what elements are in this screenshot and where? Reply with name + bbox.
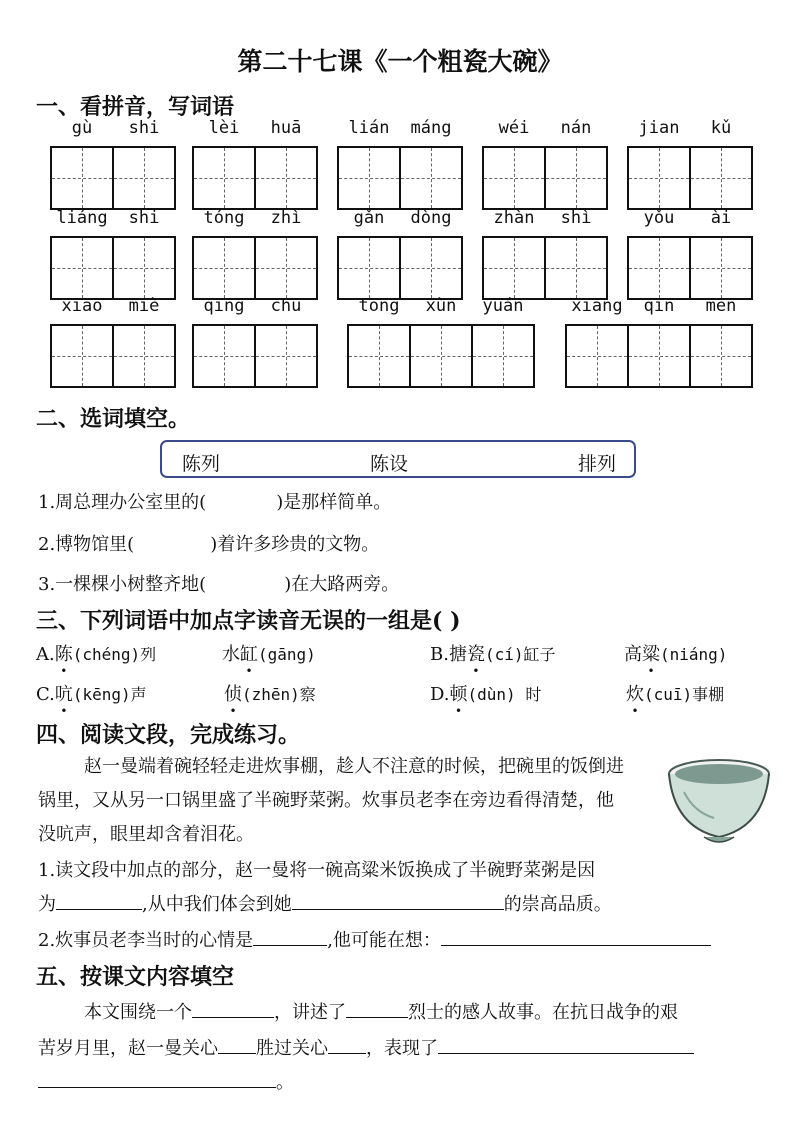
word-option-2: 陈设 <box>370 453 409 475</box>
word-option-3: 排列 <box>578 453 617 475</box>
pinyin-label: gǎn <box>353 208 385 228</box>
reading-line-1: 赵一曼端着碗轻轻走进炊事棚，趁人不注意的时候，把碗里的饭倒进 <box>84 756 624 777</box>
section-5-heading: 五、按课文内容填空 <box>36 964 235 990</box>
writing-cell[interactable] <box>254 324 318 388</box>
writing-cell[interactable] <box>254 146 318 210</box>
pinyin-label: nán <box>560 118 592 138</box>
pinyin-label: chu <box>270 296 302 316</box>
word-option-1: 陈列 <box>182 453 221 475</box>
writing-cell[interactable] <box>254 236 318 300</box>
writing-cell[interactable] <box>50 236 114 300</box>
writing-cell[interactable] <box>482 236 546 300</box>
writing-cell[interactable] <box>337 236 401 300</box>
fill-question-3: 3.一棵棵小树整齐地( )在大路两旁。 <box>38 574 400 595</box>
writing-cell[interactable] <box>347 324 411 388</box>
writing-cell[interactable] <box>627 324 691 388</box>
pinyin-label: yǒu <box>643 208 675 228</box>
pinyin-label: tōng <box>358 296 400 316</box>
writing-cell[interactable] <box>112 236 176 300</box>
writing-cell[interactable] <box>112 146 176 210</box>
writing-cell[interactable] <box>689 146 753 210</box>
writing-cell[interactable] <box>565 324 629 388</box>
pinyin-label: shi <box>128 208 160 228</box>
choice-c-2: 侦(zhēn)察 <box>224 684 316 705</box>
pinyin-label: dòng <box>410 208 452 228</box>
summary-line-1: 本文围绕一个 ，讲述了 烈士的感人故事。在抗日战争的艰 <box>84 998 678 1024</box>
fill-question-1: 1.周总理办公室里的( )是那样简单。 <box>38 492 392 513</box>
section-2-heading: 二、选词填空。 <box>36 406 191 432</box>
pinyin-label: miè <box>128 296 160 316</box>
fill-question-2: 2.博物馆里( )着许多珍贵的文物。 <box>38 534 380 555</box>
choice-b-2: 高粱(niáng) <box>624 644 728 665</box>
writing-cell[interactable] <box>544 236 608 300</box>
pinyin-label: tóng <box>203 208 245 228</box>
writing-cell[interactable] <box>627 146 691 210</box>
writing-cell[interactable] <box>471 324 535 388</box>
writing-cell[interactable] <box>337 146 401 210</box>
section-4-heading: 四、阅读文段，完成练习。 <box>36 722 301 748</box>
pinyin-label: qīng <box>203 296 245 316</box>
writing-cell[interactable] <box>192 324 256 388</box>
writing-cell[interactable] <box>409 324 473 388</box>
reading-question-2: 2.炊事员老李当时的心情是 ,他可能在想： <box>38 926 711 952</box>
section-3-heading: 三、下列词语中加点字读音无误的一组是( ) <box>36 608 461 634</box>
reading-question-1-line2: 为 ,从中我们体会到她 的崇高品质。 <box>38 890 612 916</box>
section-1-heading: 一、看拼音，写词语 <box>36 94 235 120</box>
writing-cell[interactable] <box>544 146 608 210</box>
page-title: 第二十七课《一个粗瓷大碗》 <box>237 47 563 76</box>
choice-a-1: A.陈(chéng)列 <box>36 644 157 665</box>
pinyin-label: liáng <box>56 208 108 228</box>
pinyin-label: lián <box>348 118 390 138</box>
writing-cell[interactable] <box>50 324 114 388</box>
writing-cell[interactable] <box>192 146 256 210</box>
pinyin-label: qīn <box>643 296 675 316</box>
pinyin-label: ài <box>710 208 732 228</box>
pinyin-label: men <box>705 296 737 316</box>
pinyin-label: gù <box>71 118 93 138</box>
reading-line-2: 锅里，又从另一口锅里盛了半碗野菜粥。炊事员老李在旁边看得清楚，他 <box>38 790 614 811</box>
porcelain-bowl-icon <box>664 752 774 852</box>
pinyin-label: jian <box>638 118 680 138</box>
reading-line-3: 没吭声，眼里却含着泪花。 <box>38 824 254 845</box>
summary-line-2: 苦岁月里，赵一曼关心 胜过关心 ，表现了 <box>38 1034 694 1060</box>
choice-b-1: B.搪瓷(cí)缸子 <box>430 644 556 665</box>
pinyin-label: huā <box>270 118 302 138</box>
pinyin-label: lèi <box>208 118 240 138</box>
choice-d-2: 炊(cuī)事棚 <box>626 684 725 705</box>
pinyin-label: máng <box>410 118 452 138</box>
choice-d-1: D.顿(dùn) 时 <box>430 684 542 705</box>
writing-cell[interactable] <box>482 146 546 210</box>
writing-cell[interactable] <box>399 146 463 210</box>
pinyin-label: zhàn <box>493 208 535 228</box>
pinyin-label: yuán <box>482 296 524 316</box>
pinyin-label: xiāo <box>61 296 103 316</box>
pinyin-label: wéi <box>498 118 530 138</box>
reading-question-1-line1: 1.读文段中加点的部分，赵一曼将一碗高粱米饭换成了半碗野菜粥是因 <box>38 860 596 881</box>
pinyin-label: xùn <box>425 296 457 316</box>
pinyin-label: xiāng <box>571 296 623 316</box>
word-choice-box <box>160 440 636 478</box>
writing-cell[interactable] <box>627 236 691 300</box>
writing-cell[interactable] <box>689 236 753 300</box>
pinyin-label: kǔ <box>710 118 732 138</box>
writing-cell[interactable] <box>50 146 114 210</box>
writing-cell[interactable] <box>689 324 753 388</box>
writing-cell[interactable] <box>399 236 463 300</box>
choice-c-1: C.吭(kēng)声 <box>36 684 147 705</box>
pinyin-label: shi <box>128 118 160 138</box>
pinyin-label: shì <box>560 208 592 228</box>
choice-a-2: 水缸(gāng) <box>222 644 316 665</box>
writing-cell[interactable] <box>192 236 256 300</box>
summary-line-3: 。 <box>38 1068 294 1094</box>
writing-cell[interactable] <box>112 324 176 388</box>
pinyin-label: zhì <box>270 208 302 228</box>
